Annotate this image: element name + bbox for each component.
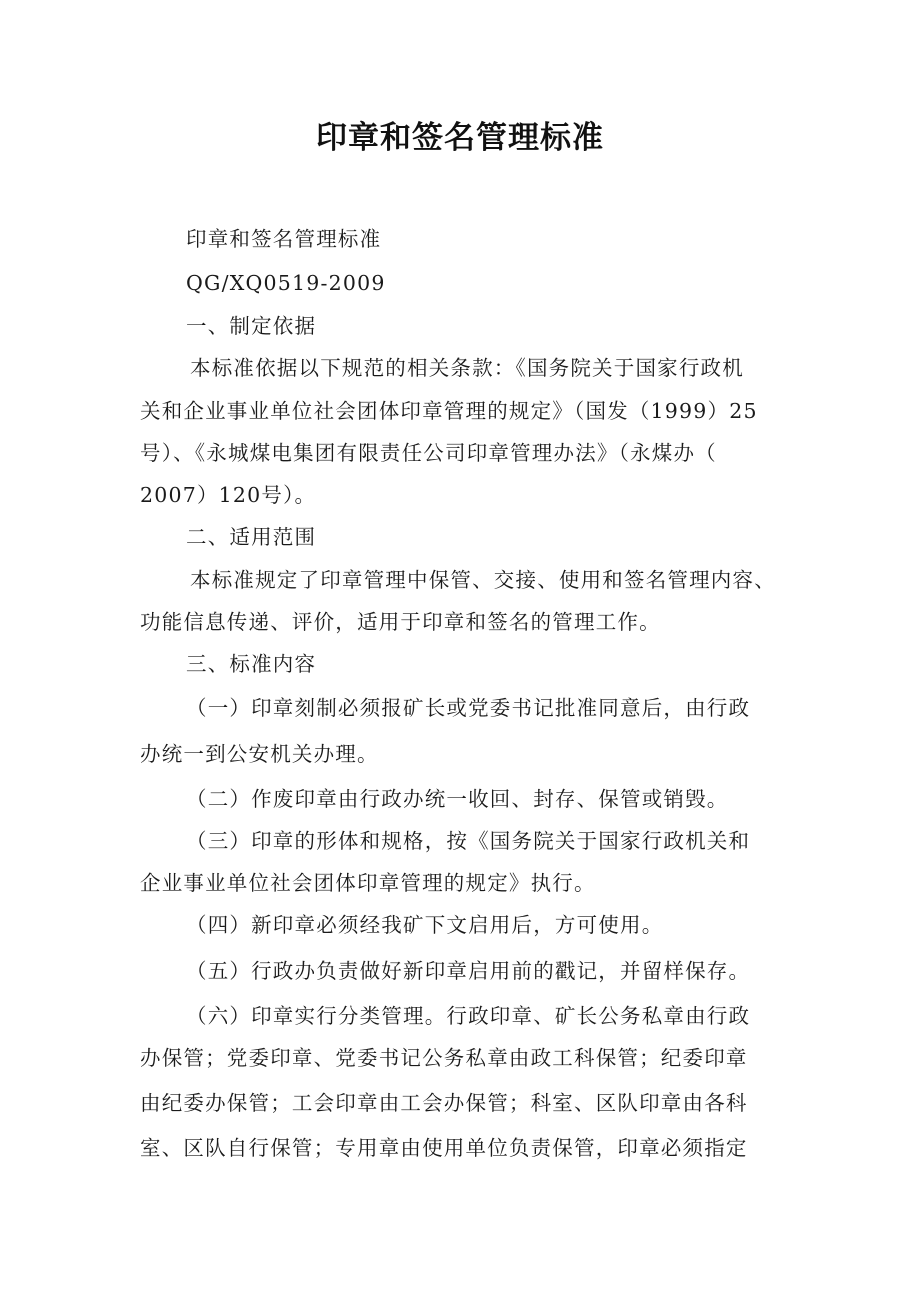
paragraph-line: 功能信息传递、评价，适用于印章和签名的管理工作。 bbox=[140, 610, 661, 634]
paragraph-line: （三）印章的形体和规格，按《国务院关于国家行政机关和 bbox=[186, 829, 751, 853]
paragraph-line: 本标准规定了印章管理中保管、交接、使用和签名管理内容、 bbox=[190, 568, 776, 592]
paragraph-line: 办保管；党委印章、党委书记公务私章由政工科保管；纪委印章 bbox=[140, 1046, 748, 1070]
section-heading-scope: 二、适用范围 bbox=[186, 525, 317, 549]
paragraph-line: 由纪委办保管；工会印章由工会办保管；科室、区队印章由各科 bbox=[140, 1091, 748, 1115]
paragraph-line: 2007）120号）。 bbox=[140, 483, 317, 507]
paragraph-line: （二）作废印章由行政办统一收回、封存、保管或销毁。 bbox=[186, 787, 729, 811]
paragraph-line: （五）行政办负责做好新印章启用前的戳记，并留样保存。 bbox=[186, 959, 751, 983]
paragraph-line: 企业事业单位社会团体印章管理的规定》执行。 bbox=[140, 871, 596, 895]
paragraph-line: （六）印章实行分类管理。行政印章、矿长公务私章由行政 bbox=[186, 1004, 751, 1028]
paragraph-line: 室、区队自行保管；专用章由使用单位负责保管，印章必须指定 bbox=[140, 1136, 748, 1160]
paragraph-line: 关和企业事业单位社会团体印章管理的规定》（国发（1999）25 bbox=[140, 399, 758, 423]
section-heading-basis: 一、制定依据 bbox=[186, 314, 317, 338]
paragraph-line: （一）印章刻制必须报矿长或党委书记批准同意后，由行政 bbox=[186, 696, 751, 720]
standard-code: QG/XQ0519-2009 bbox=[186, 271, 386, 295]
paragraph-line: 办统一到公安机关办理。 bbox=[140, 742, 379, 766]
paragraph-line: 号）、《永城煤电集团有限责任公司印章管理办法》（永煤办（ bbox=[140, 441, 717, 465]
paragraph-line: （四）新印章必须经我矿下文启用后，方可使用。 bbox=[186, 913, 664, 937]
section-heading-content: 三、标准内容 bbox=[186, 652, 317, 676]
paragraph-line: 本标准依据以下规范的相关条款：《国务院关于国家行政机 bbox=[190, 356, 744, 380]
subtitle-line: 印章和签名管理标准 bbox=[186, 227, 382, 251]
document-title: 印章和签名管理标准 bbox=[316, 120, 604, 156]
